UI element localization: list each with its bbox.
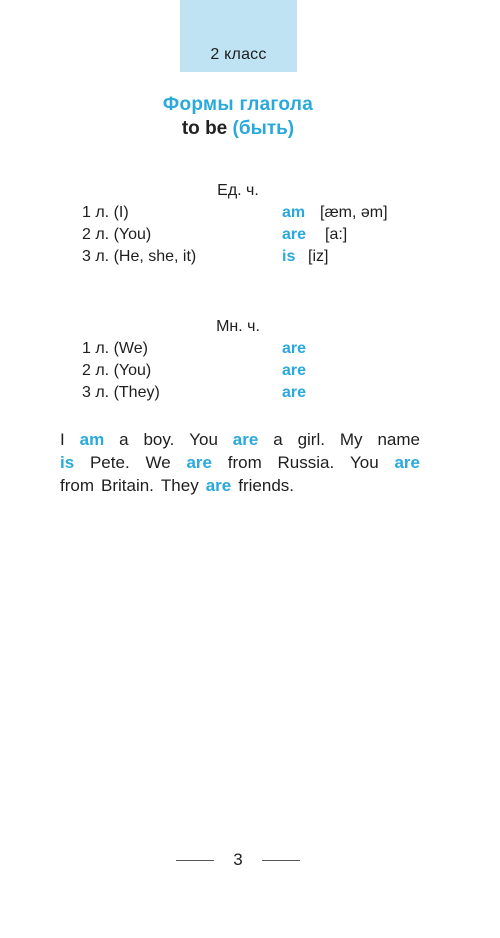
verb-form: are <box>282 384 307 401</box>
word: You <box>189 430 218 449</box>
grade-label: 2 класс <box>210 46 267 63</box>
verb-form: are <box>282 226 307 243</box>
page-number: 3 <box>233 850 243 869</box>
phonetic-transcription: [a:] <box>325 226 348 243</box>
word: boy. <box>143 430 175 449</box>
word: I <box>60 430 65 449</box>
verb-highlight: are <box>232 430 259 449</box>
word: Russia. <box>277 453 335 472</box>
word: Pete. <box>89 453 130 472</box>
person-label: 3 л. (They) <box>82 384 160 401</box>
phonetic-transcription: [iz] <box>308 248 329 265</box>
word: from <box>60 476 94 495</box>
person-label: 1 л. (I) <box>82 204 129 221</box>
person-label: 2 л. (You) <box>82 362 152 379</box>
word: We <box>145 453 171 472</box>
word: a <box>119 430 129 449</box>
subtitle-verb: to be <box>181 118 228 139</box>
verb-highlight: are <box>205 476 232 495</box>
phonetic-transcription: [æm, əm] <box>320 204 388 221</box>
verb-highlight: am <box>79 430 105 449</box>
word: from <box>227 453 262 472</box>
paragraph-line <box>60 428 420 451</box>
plural-heading: Мн. ч. <box>216 318 260 335</box>
word: Britain. <box>101 476 154 495</box>
page-subtitle <box>0 118 476 140</box>
person-label: 1 л. (We) <box>82 340 148 357</box>
paragraph-line <box>60 451 420 474</box>
verb-form: am <box>282 204 306 221</box>
word: girl. <box>297 430 325 449</box>
person-label: 3 л. (He, she, it) <box>82 248 197 265</box>
verb-highlight: are <box>186 453 212 472</box>
page-title: Формы глагола <box>162 94 314 115</box>
verb-form: are <box>282 340 307 357</box>
word: My <box>339 430 363 449</box>
verb-form: is <box>282 248 296 265</box>
page-footer <box>176 850 300 870</box>
paragraph-line <box>60 474 420 497</box>
verb-highlight: is <box>60 453 75 472</box>
verb-form: are <box>282 362 307 379</box>
verb-highlight: are <box>394 453 420 472</box>
word: a <box>273 430 283 449</box>
word: friends. <box>238 476 294 495</box>
word: You <box>350 453 379 472</box>
footer-rule-right <box>262 860 300 861</box>
person-label: 2 л. (You) <box>82 226 152 243</box>
word: They <box>160 476 199 495</box>
singular-heading: Ед. ч. <box>217 182 259 199</box>
subtitle-translation: (быть) <box>232 118 295 139</box>
word: name <box>377 430 420 449</box>
example-paragraph <box>60 428 420 497</box>
grade-tab <box>180 0 297 72</box>
